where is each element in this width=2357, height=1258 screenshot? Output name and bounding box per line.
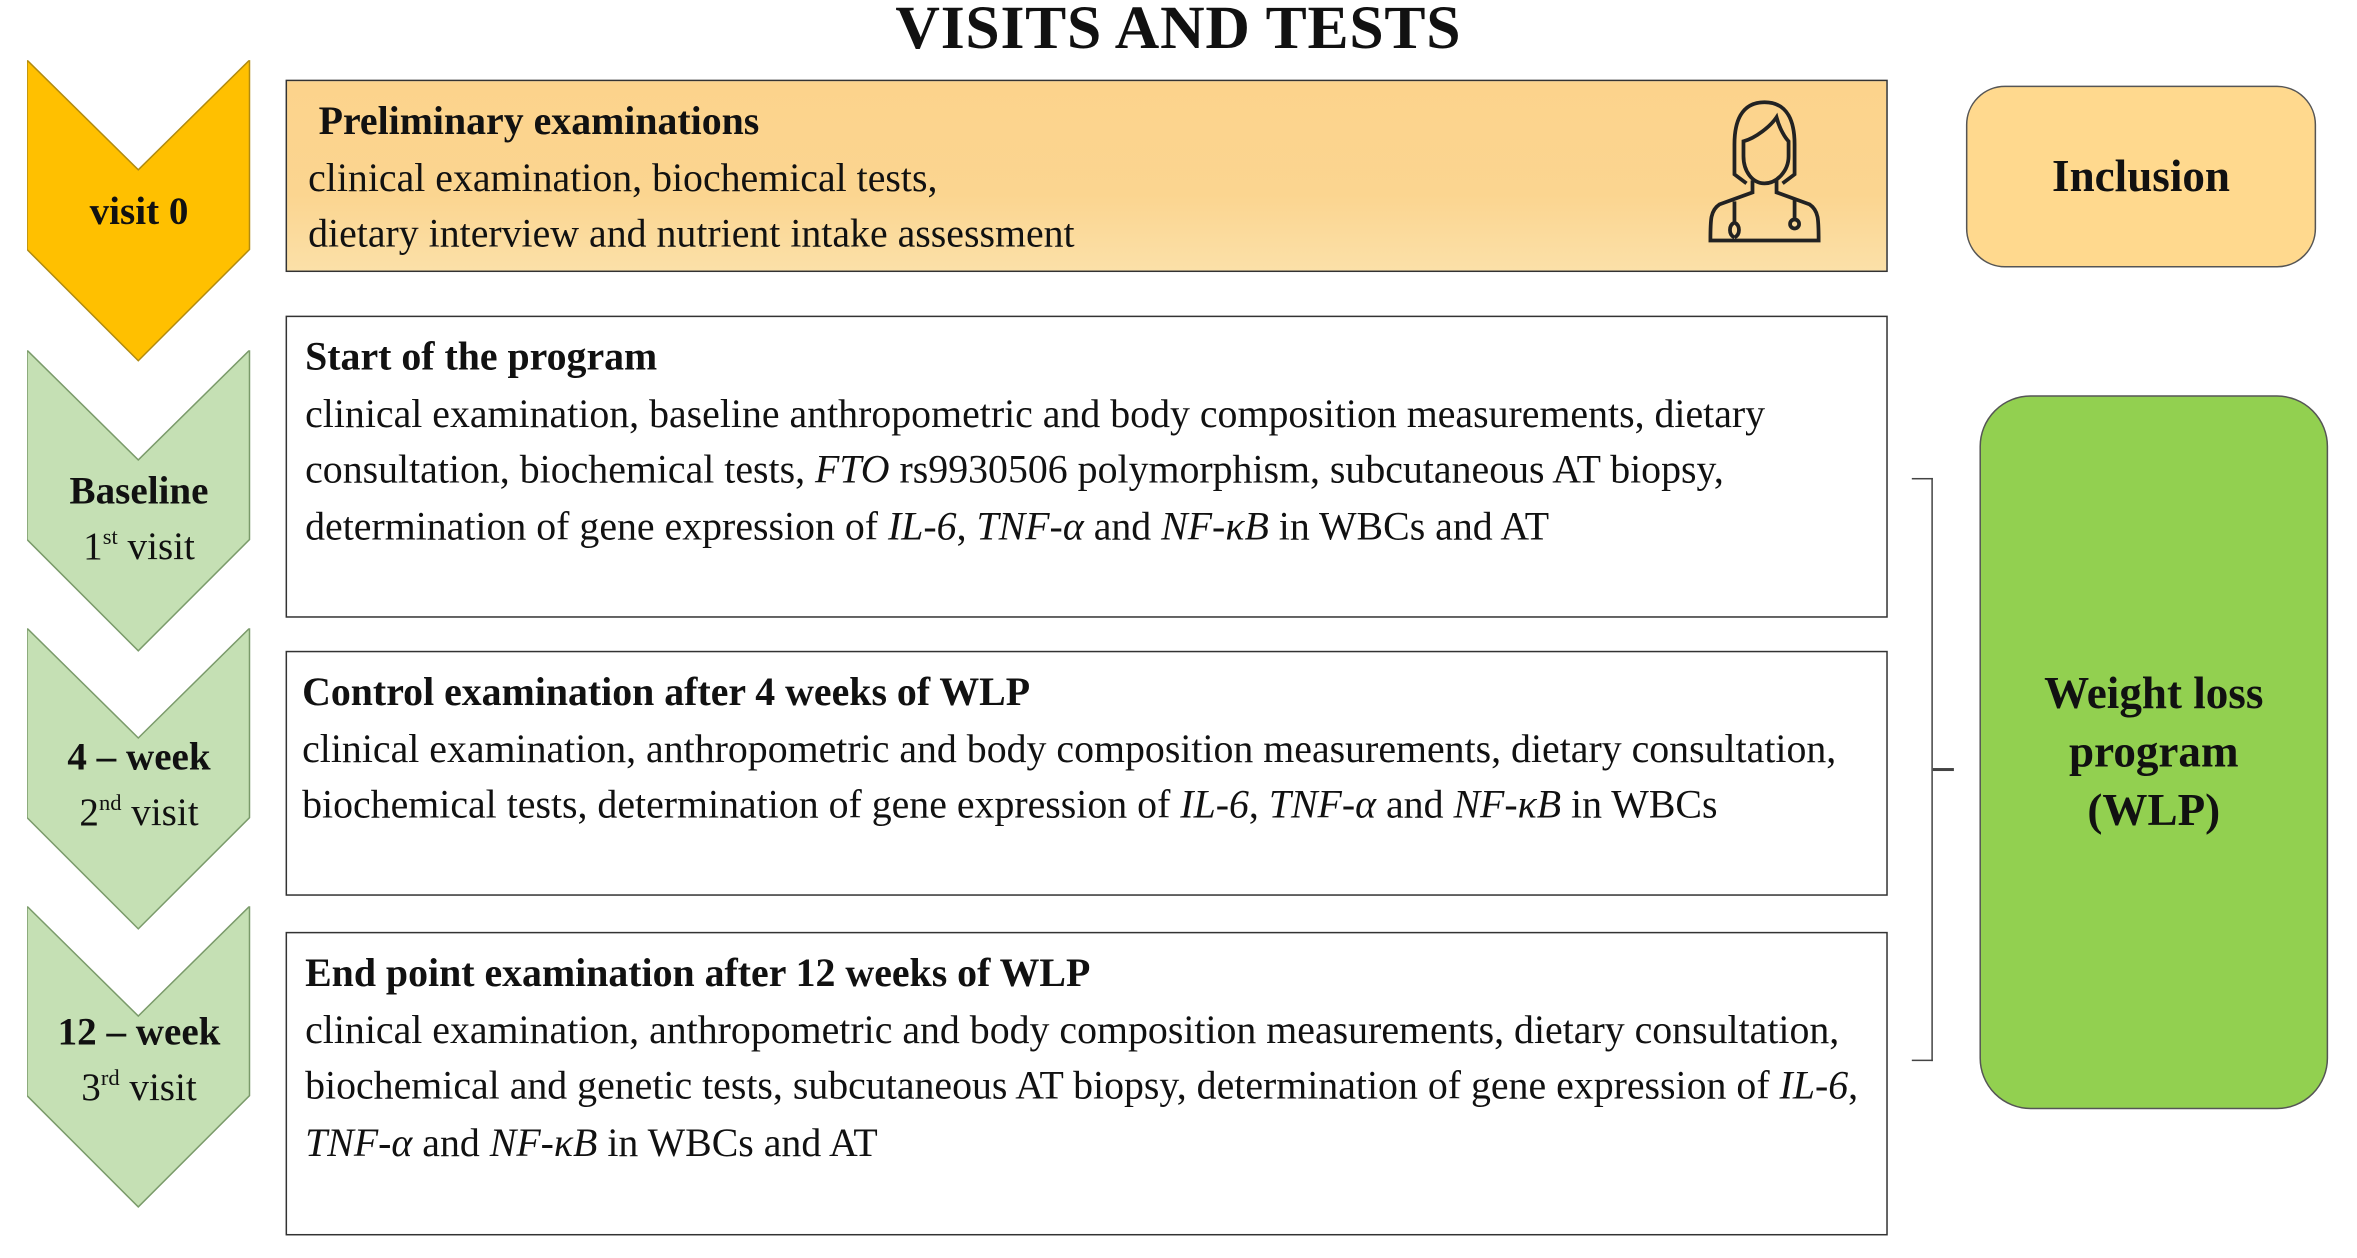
end-point-box (286, 932, 1888, 1236)
chevron-visit-1 (27, 350, 251, 652)
visit-word: visit (131, 790, 199, 835)
box-text: clinical examination, anthropometric and body composition measurements, dietary consultation, biochemical tests, determination of gene expression of IL-6, TNF-α and NF-κB in WBCs (302, 725, 1837, 827)
box-heading: Preliminary examinations (318, 97, 760, 143)
start-program-box (286, 316, 1888, 618)
box-heading: Control examination after 4 weeks of WLP (302, 668, 1031, 714)
visit-number: 1 (83, 524, 103, 569)
bracket-line (1912, 478, 1933, 1061)
gene-name: TNF-α (1268, 781, 1377, 827)
visit-label: visit 0 (89, 189, 189, 233)
gene-name: IL-6 (887, 502, 957, 548)
doctor-icon (1701, 96, 1827, 246)
inclusion-box (1966, 86, 2316, 268)
visit-label: Baseline (69, 468, 209, 513)
diagram-title: VISITS AND TESTS (895, 0, 1462, 62)
wlp-label: Weight loss (2044, 668, 2264, 719)
box-heading: Start of the program (305, 333, 658, 379)
visit-ordinal: nd (98, 792, 122, 817)
bracket-tick (1933, 768, 1954, 770)
chevron-visit-0 (27, 60, 251, 362)
box-text: clinical examination, baseline anthropometric and body composition measurements, dietary consultation, biochemical tests, FTO rs9930506 polymorphism, subcutaneous AT biopsy, determination of gene expression of IL-6, TNF-α and NF-κB in WBCs and AT (305, 390, 1766, 548)
visit-ordinal: rd (100, 1067, 120, 1092)
box-text: dietary interview and nutrient intake assessment (308, 210, 1075, 256)
gene-name: NF-κB (1453, 781, 1562, 827)
visit-label: 12 – week (57, 1010, 221, 1054)
visit-label: 4 – week (67, 734, 211, 779)
box-text: clinical examination, anthropometric and body composition measurements, dietary consultation, biochemical and genetic tests, subcutaneous AT biopsy, determination of gene expression of IL-6, TNF-α and NF-κB in WBCs and AT (305, 1006, 1859, 1165)
gene-name: FTO (815, 446, 890, 492)
gene-name: TNF-α (976, 502, 1084, 548)
chevron-visit-2 (27, 628, 251, 930)
gene-name: NF-κB (489, 1118, 598, 1165)
visit-number: 3 (81, 1065, 101, 1110)
control-examination-box (286, 651, 1888, 896)
box-heading: End point examination after 12 weeks of WLP (305, 949, 1091, 995)
wlp-label: program (2069, 727, 2239, 778)
visit-ordinal: st (102, 526, 118, 551)
inclusion-label: Inclusion (2052, 151, 2230, 202)
gene-name: IL-6 (1180, 781, 1249, 827)
gene-name: IL-6 (1779, 1062, 1849, 1108)
gene-name: TNF-α (305, 1118, 413, 1165)
chevron-visit-3 (27, 906, 251, 1208)
wlp-label: (WLP) (2087, 786, 2221, 836)
gene-name: NF-κB (1161, 502, 1269, 548)
visit-word: visit (127, 524, 195, 569)
wlp-box (1979, 395, 2328, 1109)
preliminary-box (286, 80, 1888, 272)
visit-word: visit (129, 1065, 197, 1110)
visit-number: 2 (79, 790, 99, 835)
box-text: clinical examination, biochemical tests, (308, 154, 938, 200)
